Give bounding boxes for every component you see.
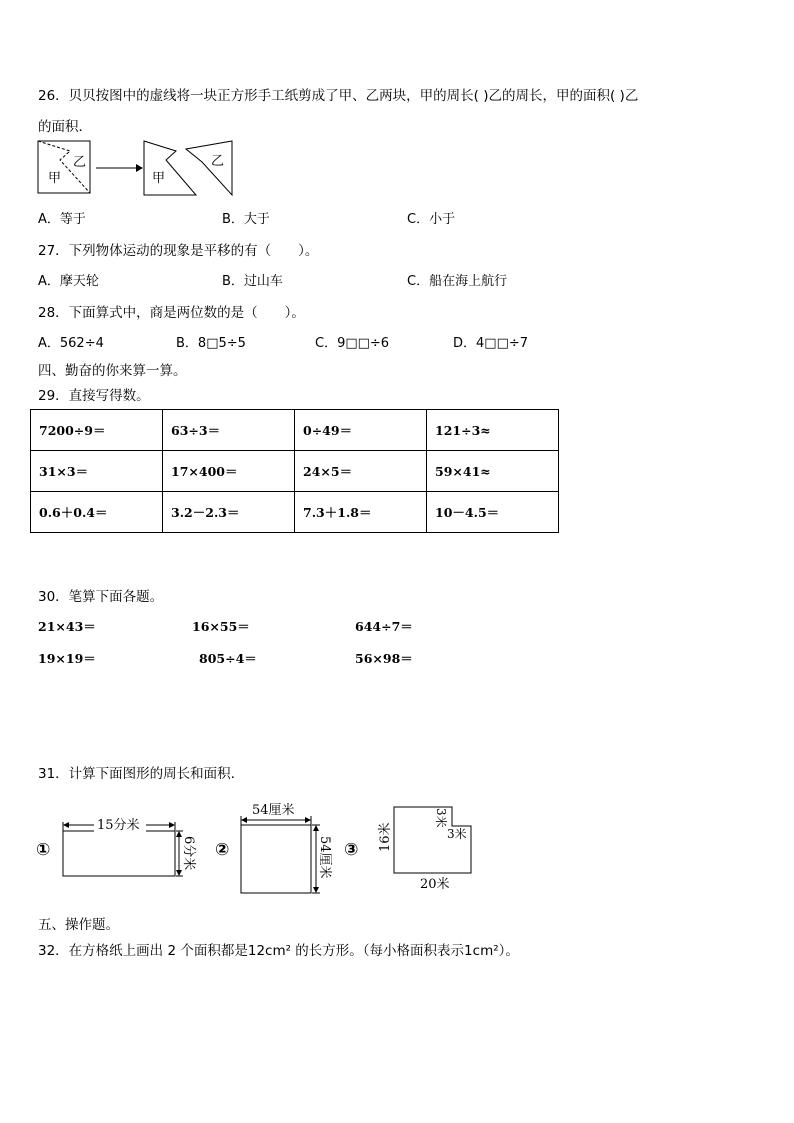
q26-option-a[interactable]: A．等于 bbox=[38, 212, 86, 227]
table-row bbox=[31, 492, 559, 533]
q29-table bbox=[30, 409, 559, 533]
q27-option-b[interactable]: B．过山车 bbox=[222, 274, 283, 289]
section-5-heading: 五、操作题。 bbox=[38, 917, 119, 933]
table-cell: 24×5＝ bbox=[295, 451, 427, 492]
q26-line1: 26．贝贝按图中的虚线将一块正方形手工纸剪成了甲、乙两块，甲的周长( )乙的周长，甲的面积( )乙 bbox=[38, 88, 639, 104]
q31-figures bbox=[30, 798, 500, 898]
fig3-marker: ③ bbox=[344, 840, 359, 860]
q31-text: 31．计算下面图形的周长和面积. bbox=[38, 766, 235, 782]
section-4-heading: 四、勤奋的你来算一算。 bbox=[38, 363, 187, 379]
label-jia: 甲 bbox=[48, 171, 62, 186]
table-cell: 31×3＝ bbox=[31, 451, 163, 492]
q28-option-d[interactable]: D．4□□÷7 bbox=[453, 336, 529, 351]
fig2-marker: ② bbox=[215, 840, 230, 860]
q26-option-c[interactable]: C．小于 bbox=[407, 212, 456, 227]
q27-option-c[interactable]: C．船在海上航行 bbox=[407, 274, 508, 289]
fig2-height-label: 54厘米 bbox=[317, 836, 332, 879]
q30-expr-4: 19×19＝ bbox=[38, 651, 96, 666]
piece-jia-label: 甲 bbox=[152, 171, 166, 186]
q30-expr-2: 16×55＝ bbox=[192, 619, 250, 634]
q26-figure bbox=[36, 138, 236, 198]
table-cell: 121÷3≈ bbox=[427, 410, 559, 451]
q29-text: 29．直接写得数。 bbox=[38, 388, 150, 404]
fig1-marker: ① bbox=[36, 840, 51, 860]
q32-text: 32．在方格纸上画出 2 个面积都是12cm² 的长方形。（每小格面积表示1cm²）。 bbox=[38, 943, 519, 959]
table-cell: 17×400＝ bbox=[163, 451, 295, 492]
table-cell: 7.3＋1.8＝ bbox=[295, 492, 427, 533]
fig1-height-label: 6分米 bbox=[181, 836, 196, 871]
fig2-square bbox=[241, 825, 311, 893]
fig2-width-label: 54厘米 bbox=[252, 803, 295, 818]
q30-expr-6: 56×98＝ bbox=[355, 651, 413, 666]
q30-expr-1: 21×43＝ bbox=[38, 619, 96, 634]
table-cell: 63÷3＝ bbox=[163, 410, 295, 451]
fig3-left-label: 16米 bbox=[378, 822, 393, 852]
q28-option-b[interactable]: B．8□5÷5 bbox=[176, 336, 246, 351]
q27-option-a[interactable]: A．摩天轮 bbox=[38, 274, 99, 289]
fig1-rectangle bbox=[63, 831, 175, 876]
fig3-notch-vertical-label: 3米 bbox=[434, 808, 448, 828]
label-yi: 乙 bbox=[73, 155, 87, 170]
piece-yi-label: 乙 bbox=[211, 154, 225, 169]
q27-text: 27．下列物体运动的现象是平移的有（ ）。 bbox=[38, 243, 319, 259]
q26-line2: 的面积． bbox=[38, 119, 92, 135]
piece-yi bbox=[186, 141, 232, 195]
table-row bbox=[31, 410, 559, 451]
q26-option-b[interactable]: B．大于 bbox=[222, 212, 270, 227]
q28-text: 28．下面算式中，商是两位数的是（ ）。 bbox=[38, 305, 305, 321]
q30-expr-5: 805÷4＝ bbox=[199, 651, 257, 666]
table-cell: 0.6＋0.4＝ bbox=[31, 492, 163, 533]
table-row bbox=[31, 451, 559, 492]
fig3-bottom-label: 20米 bbox=[420, 877, 450, 892]
table-cell: 0÷49＝ bbox=[295, 410, 427, 451]
fig1-width-label: 15分米 bbox=[97, 818, 140, 833]
q30-text: 30．笔算下面各题。 bbox=[38, 589, 164, 605]
q30-expr-3: 644÷7＝ bbox=[355, 619, 413, 634]
table-cell: 7200÷9＝ bbox=[31, 410, 163, 451]
table-cell: 3.2－2.3＝ bbox=[163, 492, 295, 533]
table-cell: 10－4.5＝ bbox=[427, 492, 559, 533]
q28-option-c[interactable]: C．9□□÷6 bbox=[315, 336, 390, 351]
table-cell: 59×41≈ bbox=[427, 451, 559, 492]
q28-option-a[interactable]: A．562÷4 bbox=[38, 336, 104, 351]
fig3-notch-horizontal-label: 3米 bbox=[447, 827, 467, 841]
arrow-head-icon bbox=[136, 164, 143, 172]
